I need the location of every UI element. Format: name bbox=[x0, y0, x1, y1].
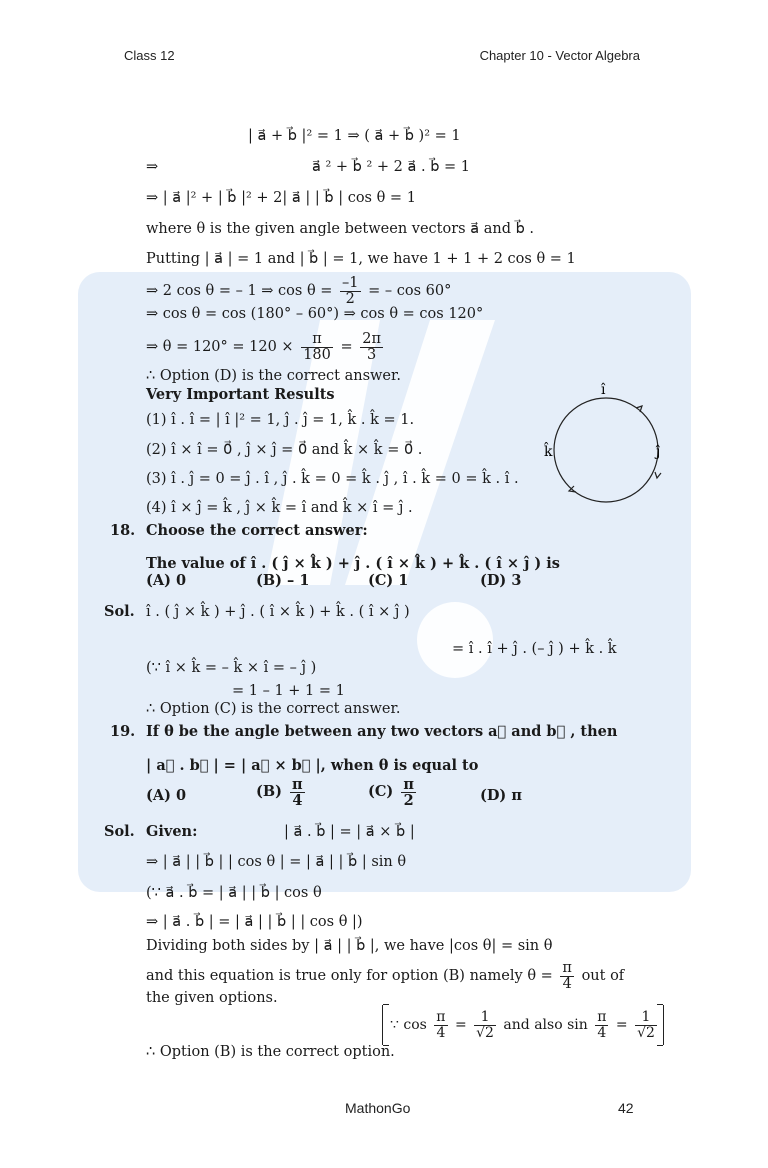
cos-text: cos bbox=[403, 1017, 427, 1033]
s19-line-3: (∵ a⃗ . b⃗ = | a⃗ | | b⃗ | cos θ bbox=[146, 885, 322, 901]
s18-line-2: = î . î + ĵ . (– ĵ ) + k̂ . k̂ bbox=[452, 641, 617, 657]
and-also-sin-text: and also sin bbox=[503, 1017, 588, 1033]
label-i: î bbox=[601, 382, 606, 398]
q18-option-d: (D) 3 bbox=[480, 572, 522, 589]
q18-statement: The value of î . ( ĵ × k̂ ) + ĵ . ( î × k̂ ) + k̂ . ( î × ĵ ) is bbox=[146, 555, 560, 572]
s18-line-1: î . ( ĵ × k̂ ) + ĵ . ( î × k̂ ) + k̂ . ( î × ĵ ) bbox=[146, 604, 410, 620]
eq-sign: = bbox=[454, 1017, 467, 1033]
s19-line-7: the given options. bbox=[146, 990, 278, 1006]
q19-option-c bbox=[368, 770, 419, 814]
s19-line-2: ⇒ | a⃗ | | b⃗ | | cos θ | = | a⃗ | | b⃗ | sin θ bbox=[146, 854, 407, 870]
frac-num: π bbox=[562, 959, 572, 976]
s19-line-6-left: and this equation is true only for option (B) namely θ = bbox=[146, 968, 553, 984]
frac-num: 1 bbox=[635, 1010, 657, 1026]
fraction-pi-4 bbox=[290, 777, 305, 808]
fraction-pi-4 bbox=[595, 1010, 608, 1041]
ijk-cycle-diagram bbox=[538, 380, 678, 510]
because-symbol: ∵ bbox=[390, 1017, 399, 1033]
fraction-pi-4 bbox=[434, 1010, 447, 1041]
cycle-circle bbox=[554, 398, 661, 502]
frac-den: √2 bbox=[637, 1024, 655, 1041]
fraction-pi-4 bbox=[560, 961, 574, 992]
frac-den: 4 bbox=[597, 1024, 607, 1041]
opt-label: (C) bbox=[368, 783, 394, 800]
eq-line-6-left: ⇒ 2 cos θ = – 1 ⇒ cos θ = bbox=[146, 283, 333, 299]
frac-den: 3 bbox=[367, 346, 377, 363]
s19-line-5: Dividing both sides by | a⃗ | | b⃗ |, we have |cos θ| = sin θ bbox=[146, 938, 553, 954]
vir-item-1: (1) î . î = | î |² = 1, ĵ . ĵ = 1, k̂ . k̂ = 1. bbox=[146, 412, 415, 428]
fraction-1-root2 bbox=[635, 1010, 657, 1041]
frac-den: 2 bbox=[403, 791, 414, 809]
opt-label: (B) bbox=[256, 783, 282, 800]
text-line-5: Putting | a⃗ | = 1 and | b⃗ | = 1, we have 1 + 1 + 2 cos θ = 1 bbox=[146, 251, 576, 267]
sol-label-19: Sol. bbox=[104, 823, 135, 840]
s19-given: Given: bbox=[146, 823, 198, 840]
q19-text-2: | a⃗ . b⃗ | = | a⃗ × b⃗ |, when θ is equal to bbox=[146, 757, 479, 774]
frac-num: π bbox=[301, 332, 333, 348]
q19-number: 19. bbox=[110, 723, 136, 740]
label-j: ĵ bbox=[656, 444, 661, 460]
vir-item-4: (4) î × ĵ = k̂ , ĵ × k̂ = î and k̂ × î = ĵ . bbox=[146, 500, 413, 516]
frac-num: π bbox=[436, 1008, 446, 1025]
q19-text-1: If θ be the angle between any two vectors a⃗ and b⃗ , then bbox=[146, 723, 618, 740]
vir-item-2: (2) î × î = 0⃗ , ĵ × ĵ = 0⃗ and k̂ × k̂ = 0⃗ . bbox=[146, 442, 423, 458]
q19-option-d: (D) π bbox=[480, 787, 522, 804]
eq-line-8 bbox=[146, 327, 386, 367]
frac-den: √2 bbox=[476, 1024, 494, 1041]
answer-c: ∴ Option (C) is the correct answer. bbox=[146, 701, 401, 717]
eq-line-3: ⇒ | a⃗ |² + | b⃗ |² + 2| a⃗ | | b⃗ | cos θ = 1 bbox=[146, 190, 416, 206]
vir-heading: Very Important Results bbox=[146, 386, 335, 403]
eq-line-2: a⃗ ² + b⃗ ² + 2 a⃗ . b⃗ = 1 bbox=[312, 159, 471, 175]
fraction-1-root2 bbox=[474, 1010, 496, 1041]
eq-sign: = bbox=[340, 339, 353, 355]
s19-line-6-right: out of bbox=[581, 968, 625, 984]
eq-line-1: | a⃗ + b⃗ |² = 1 ⇒ ( a⃗ + b⃗ )² = 1 bbox=[248, 128, 461, 144]
sol-label-18: Sol. bbox=[104, 603, 135, 620]
eq-line-8-left: ⇒ θ = 120° = 120 × bbox=[146, 339, 294, 355]
frac-num: 2π bbox=[362, 330, 382, 347]
s19-line-4: ⇒ | a⃗ . b⃗ | = | a⃗ | | b⃗ | | cos θ |) bbox=[146, 914, 363, 930]
label-k: k̂ bbox=[544, 444, 553, 460]
fraction-pi-180 bbox=[301, 332, 333, 363]
frac-num: π bbox=[597, 1008, 607, 1025]
frac-num: –1 bbox=[342, 274, 359, 291]
fraction-minus-one-half bbox=[340, 276, 360, 307]
frac-den: 4 bbox=[292, 791, 303, 809]
page-number: 42 bbox=[618, 1100, 634, 1116]
header-chapter: Chapter 10 - Vector Algebra bbox=[479, 48, 640, 63]
text-line-4: where θ is the given angle between vectors a⃗ and b⃗ . bbox=[146, 221, 535, 237]
frac-num: π bbox=[292, 775, 303, 793]
bracket-content bbox=[390, 1004, 660, 1046]
vir-item-3: (3) î . ĵ = 0 = ĵ . î , ĵ . k̂ = 0 = k̂ . ĵ , î . k̂ = 0 = k̂ . î . bbox=[146, 471, 519, 487]
q18-option-a: (A) 0 bbox=[146, 572, 187, 589]
s18-line-3: (∵ î × k̂ = – k̂ × î = – ĵ ) bbox=[146, 660, 317, 676]
arrow-head-icon bbox=[655, 472, 661, 478]
frac-den: 180 bbox=[303, 346, 331, 363]
frac-num: π bbox=[403, 775, 414, 793]
frac-den: 4 bbox=[436, 1024, 446, 1041]
fraction-pi-2 bbox=[401, 777, 416, 808]
frac-den: 2 bbox=[345, 290, 355, 307]
frac-den: 4 bbox=[562, 975, 572, 992]
q18-option-b: (B) – 1 bbox=[256, 572, 310, 589]
header-class: Class 12 bbox=[124, 48, 175, 63]
q18-option-c: (C) 1 bbox=[368, 572, 409, 589]
q18-number: 18. bbox=[110, 522, 136, 539]
answer-b: ∴ Option (B) is the correct option. bbox=[146, 1044, 395, 1060]
fraction-2pi-3 bbox=[360, 332, 383, 363]
q19-option-b bbox=[256, 770, 308, 814]
footer-brand: MathonGo bbox=[345, 1100, 411, 1116]
eq-line-7: ⇒ cos θ = cos (180° – 60°) ⇒ cos θ = cos 120° bbox=[146, 306, 484, 322]
eq-line-6-right: = – cos 60° bbox=[368, 283, 452, 299]
eq-sign: = bbox=[615, 1017, 628, 1033]
frac-num: 1 bbox=[474, 1010, 496, 1026]
answer-d: ∴ Option (D) is the correct answer. bbox=[146, 368, 401, 384]
q19-option-a: (A) 0 bbox=[146, 787, 187, 804]
s19-line-1: | a⃗ . b⃗ | = | a⃗ × b⃗ | bbox=[284, 824, 415, 840]
s18-line-4: = 1 – 1 + 1 = 1 bbox=[232, 683, 345, 699]
q18-heading: Choose the correct answer: bbox=[146, 522, 368, 539]
eq-line-2-arrow: ⇒ bbox=[146, 159, 159, 175]
